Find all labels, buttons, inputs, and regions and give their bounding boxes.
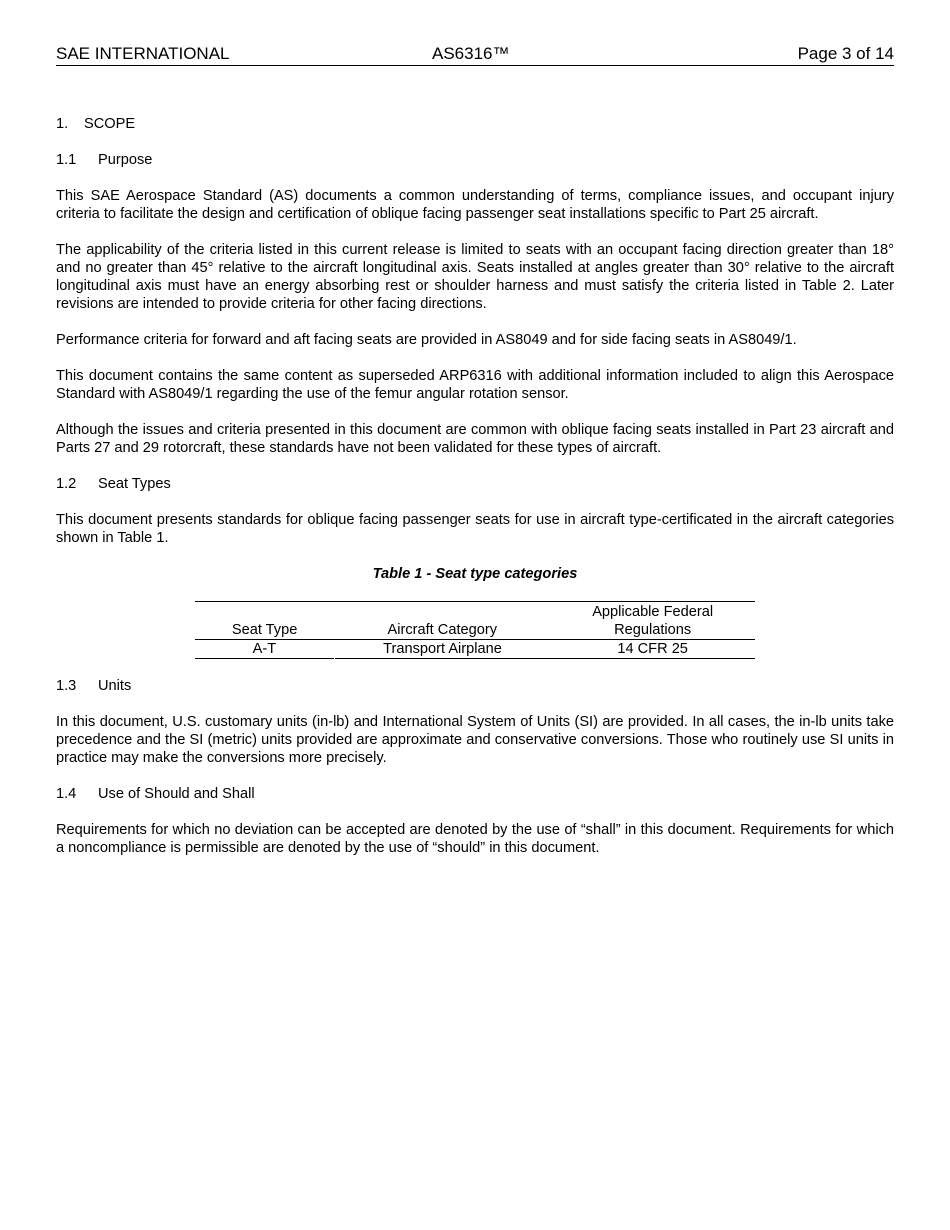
header-page-number: Page 3 of 14 bbox=[797, 44, 894, 63]
section-1-heading bbox=[56, 115, 894, 133]
section-number: 1.2 bbox=[56, 476, 77, 492]
cell-regulations: 14 CFR 25 bbox=[617, 641, 688, 657]
seat-types-paragraph: This document presents standards for oblique facing passenger seats for use in aircraft type-certificated in the aircraft categories shown in Table 1. bbox=[56, 512, 894, 546]
section-1-3-heading bbox=[56, 677, 894, 695]
table-row bbox=[195, 640, 755, 659]
running-header bbox=[56, 44, 894, 66]
purpose-paragraph-3: Performance criteria for forward and aft facing seats are provided in AS8049 and for side facing seats in AS8049/1. bbox=[56, 332, 797, 348]
purpose-paragraph-4: This document contains the same content as superseded ARP6316 with additional information included to align this Aerospace Standard with AS8049/1 regarding the use of the femur angular rotation sensor. bbox=[56, 368, 894, 402]
table-header-row bbox=[195, 602, 755, 640]
header-seat-type: Seat Type bbox=[195, 602, 334, 640]
document-body bbox=[56, 115, 894, 875]
cell-aircraft-category: Transport Airplane bbox=[383, 641, 502, 657]
header-document-id: AS6316™ bbox=[432, 44, 510, 63]
section-title: SCOPE bbox=[84, 116, 136, 132]
seat-type-table bbox=[195, 601, 755, 659]
header-applicable-regulations: Applicable Federal Regulations bbox=[550, 602, 755, 640]
section-1-4-heading bbox=[56, 785, 894, 803]
table-1-caption: Table 1 - Seat type categories bbox=[372, 566, 578, 582]
table-1-container bbox=[195, 601, 755, 659]
section-number: 1.4 bbox=[56, 786, 77, 802]
cell-seat-type: A-T bbox=[195, 640, 334, 659]
purpose-paragraph-2: The applicability of the criteria listed in this current release is limited to seats with an occupant facing direction greater than 18° and no greater than 45° relative to the aircraft longitudinal axis. Seats installed at angles greater than 30° relative to the aircraft longitudinal axis must have an energy absorbing rest or shoulder harness and must satisfy the criteria listed in Table 2. Later revisions are intended to provide criteria for other facing directions. bbox=[56, 242, 894, 312]
section-number: 1. bbox=[56, 116, 69, 132]
units-paragraph: In this document, U.S. customary units (in-lb) and International System of Units (SI) are provided. In all cases, the in-lb units take precedence and the SI (metric) units provided are approximate and conservative conversions. Those who routinely use SI units in practice may make the conversions more precisely. bbox=[56, 714, 894, 766]
should-shall-paragraph: Requirements for which no deviation can be accepted are denoted by the use of “shall” in this document. Requirements for which a noncompliance is permissible are denoted by the use of “should” in this document. bbox=[56, 822, 894, 856]
purpose-paragraph-1: This SAE Aerospace Standard (AS) documents a common understanding of terms, compliance issues, and occupant injury criteria to facilitate the design and certification of oblique facing passenger seat installations specific to Part 25 aircraft. bbox=[56, 188, 894, 222]
section-title: Units bbox=[98, 678, 132, 694]
purpose-paragraph-5: Although the issues and criteria presented in this document are common with oblique facing seats installed in Part 23 aircraft and Parts 27 and 29 rotorcraft, these standards have not been validated for these types of aircraft. bbox=[56, 422, 894, 456]
section-title: Purpose bbox=[98, 152, 153, 168]
section-number: 1.3 bbox=[56, 678, 77, 694]
header-organization: SAE INTERNATIONAL bbox=[56, 44, 230, 63]
section-1-2-heading bbox=[56, 475, 894, 493]
section-number: 1.1 bbox=[56, 152, 77, 168]
section-title: Seat Types bbox=[98, 476, 171, 492]
section-title: Use of Should and Shall bbox=[98, 786, 255, 802]
section-1-1-heading bbox=[56, 151, 894, 169]
header-aircraft-category: Aircraft Category bbox=[334, 602, 550, 640]
